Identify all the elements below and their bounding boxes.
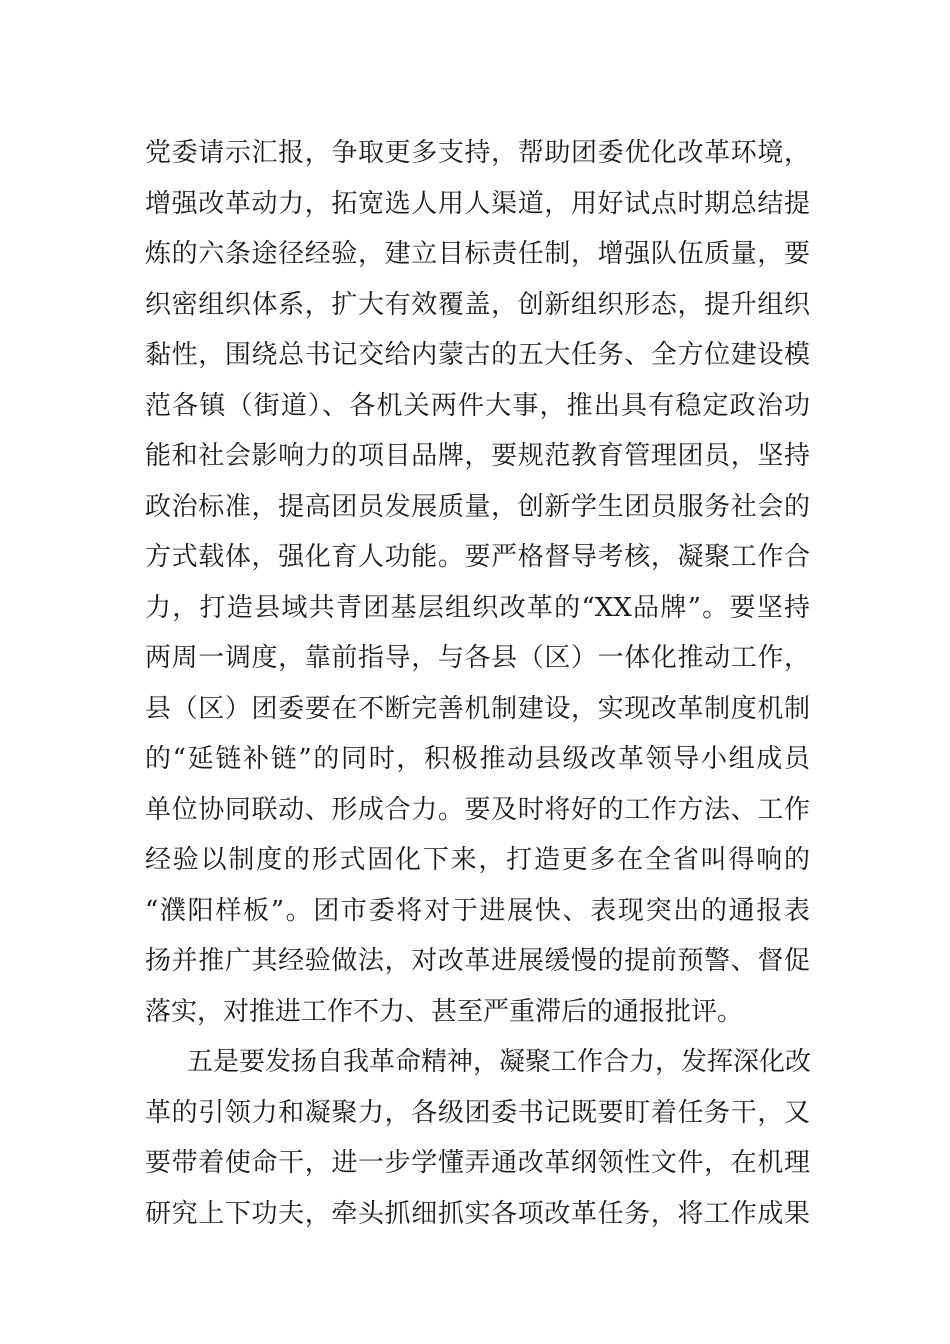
text-line: 炼的六条途径经验，建立目标责任制，增强队伍质量，要 bbox=[145, 239, 810, 269]
text-line: 单位协同联动、形成合力。要及时将好的工作方法、工作 bbox=[145, 794, 810, 825]
text-line: 两周一调度，靠前指导，与各县（区）一体化推动工作， bbox=[145, 643, 810, 673]
text-line: 党委请示汇报，争取更多支持，帮助团委优化改革环境， bbox=[145, 138, 810, 168]
text-line: 的“延链补链”的同时，积极推动县级改革领导小组成员 bbox=[145, 744, 810, 774]
text-line: 经验以制度的形式固化下来，打造更多在全省叫得响的 bbox=[145, 845, 810, 875]
text-line: 要带着使命干，进一步学懂弄通改革纲领性文件，在机理 bbox=[145, 1148, 810, 1178]
text-line: 增强改革动力，拓宽选人用人渠道，用好试点时期总结提 bbox=[145, 188, 810, 219]
text-line: 黏性，围绕总书记交给内蒙古的五大任务、全方位建设模 bbox=[145, 340, 810, 370]
text-line: 织密组织体系，扩大有效覆盖，创新组织形态，提升组织 bbox=[145, 289, 810, 320]
text-line: 革的引领力和凝聚力，各级团委书记既要盯着任务干，又 bbox=[145, 1097, 810, 1128]
paragraph-last-line: 落实，对推进工作不力、甚至严重滞后的通报批评。 bbox=[145, 996, 744, 1027]
body-text bbox=[145, 128, 810, 1239]
text-line: 研究上下功夫，牵头抓细抓实各项改革任务，将工作成果 bbox=[145, 1198, 810, 1229]
text-line: 方式载体，强化育人功能。要严格督导考核，凝聚工作合 bbox=[145, 542, 810, 572]
text-line: 扬并推广其经验做法，对改革进展缓慢的提前预警、督促 bbox=[145, 946, 810, 976]
text-line: 政治标准，提高团员发展质量，创新学生团员服务社会的 bbox=[145, 491, 810, 522]
text-line: “濮阳样板”。团市委将对于进展快、表现突出的通报表 bbox=[145, 895, 810, 926]
text-line: 范各镇（街道）、各机关两件大事，推出具有稳定政治功 bbox=[145, 390, 810, 421]
paragraph-first-line: 五是要发扬自我革命精神，凝聚工作合力，发挥深化改 bbox=[187, 1047, 812, 1077]
text-line: 能和社会影响力的项目品牌，要规范教育管理团员，坚持 bbox=[145, 441, 810, 471]
text-line: 力，打造县域共青团基层组织改革的“XX品牌”。要坚持 bbox=[145, 592, 810, 623]
text-line: 县（区）团委要在不断完善机制建设，实现改革制度机制 bbox=[145, 693, 810, 724]
